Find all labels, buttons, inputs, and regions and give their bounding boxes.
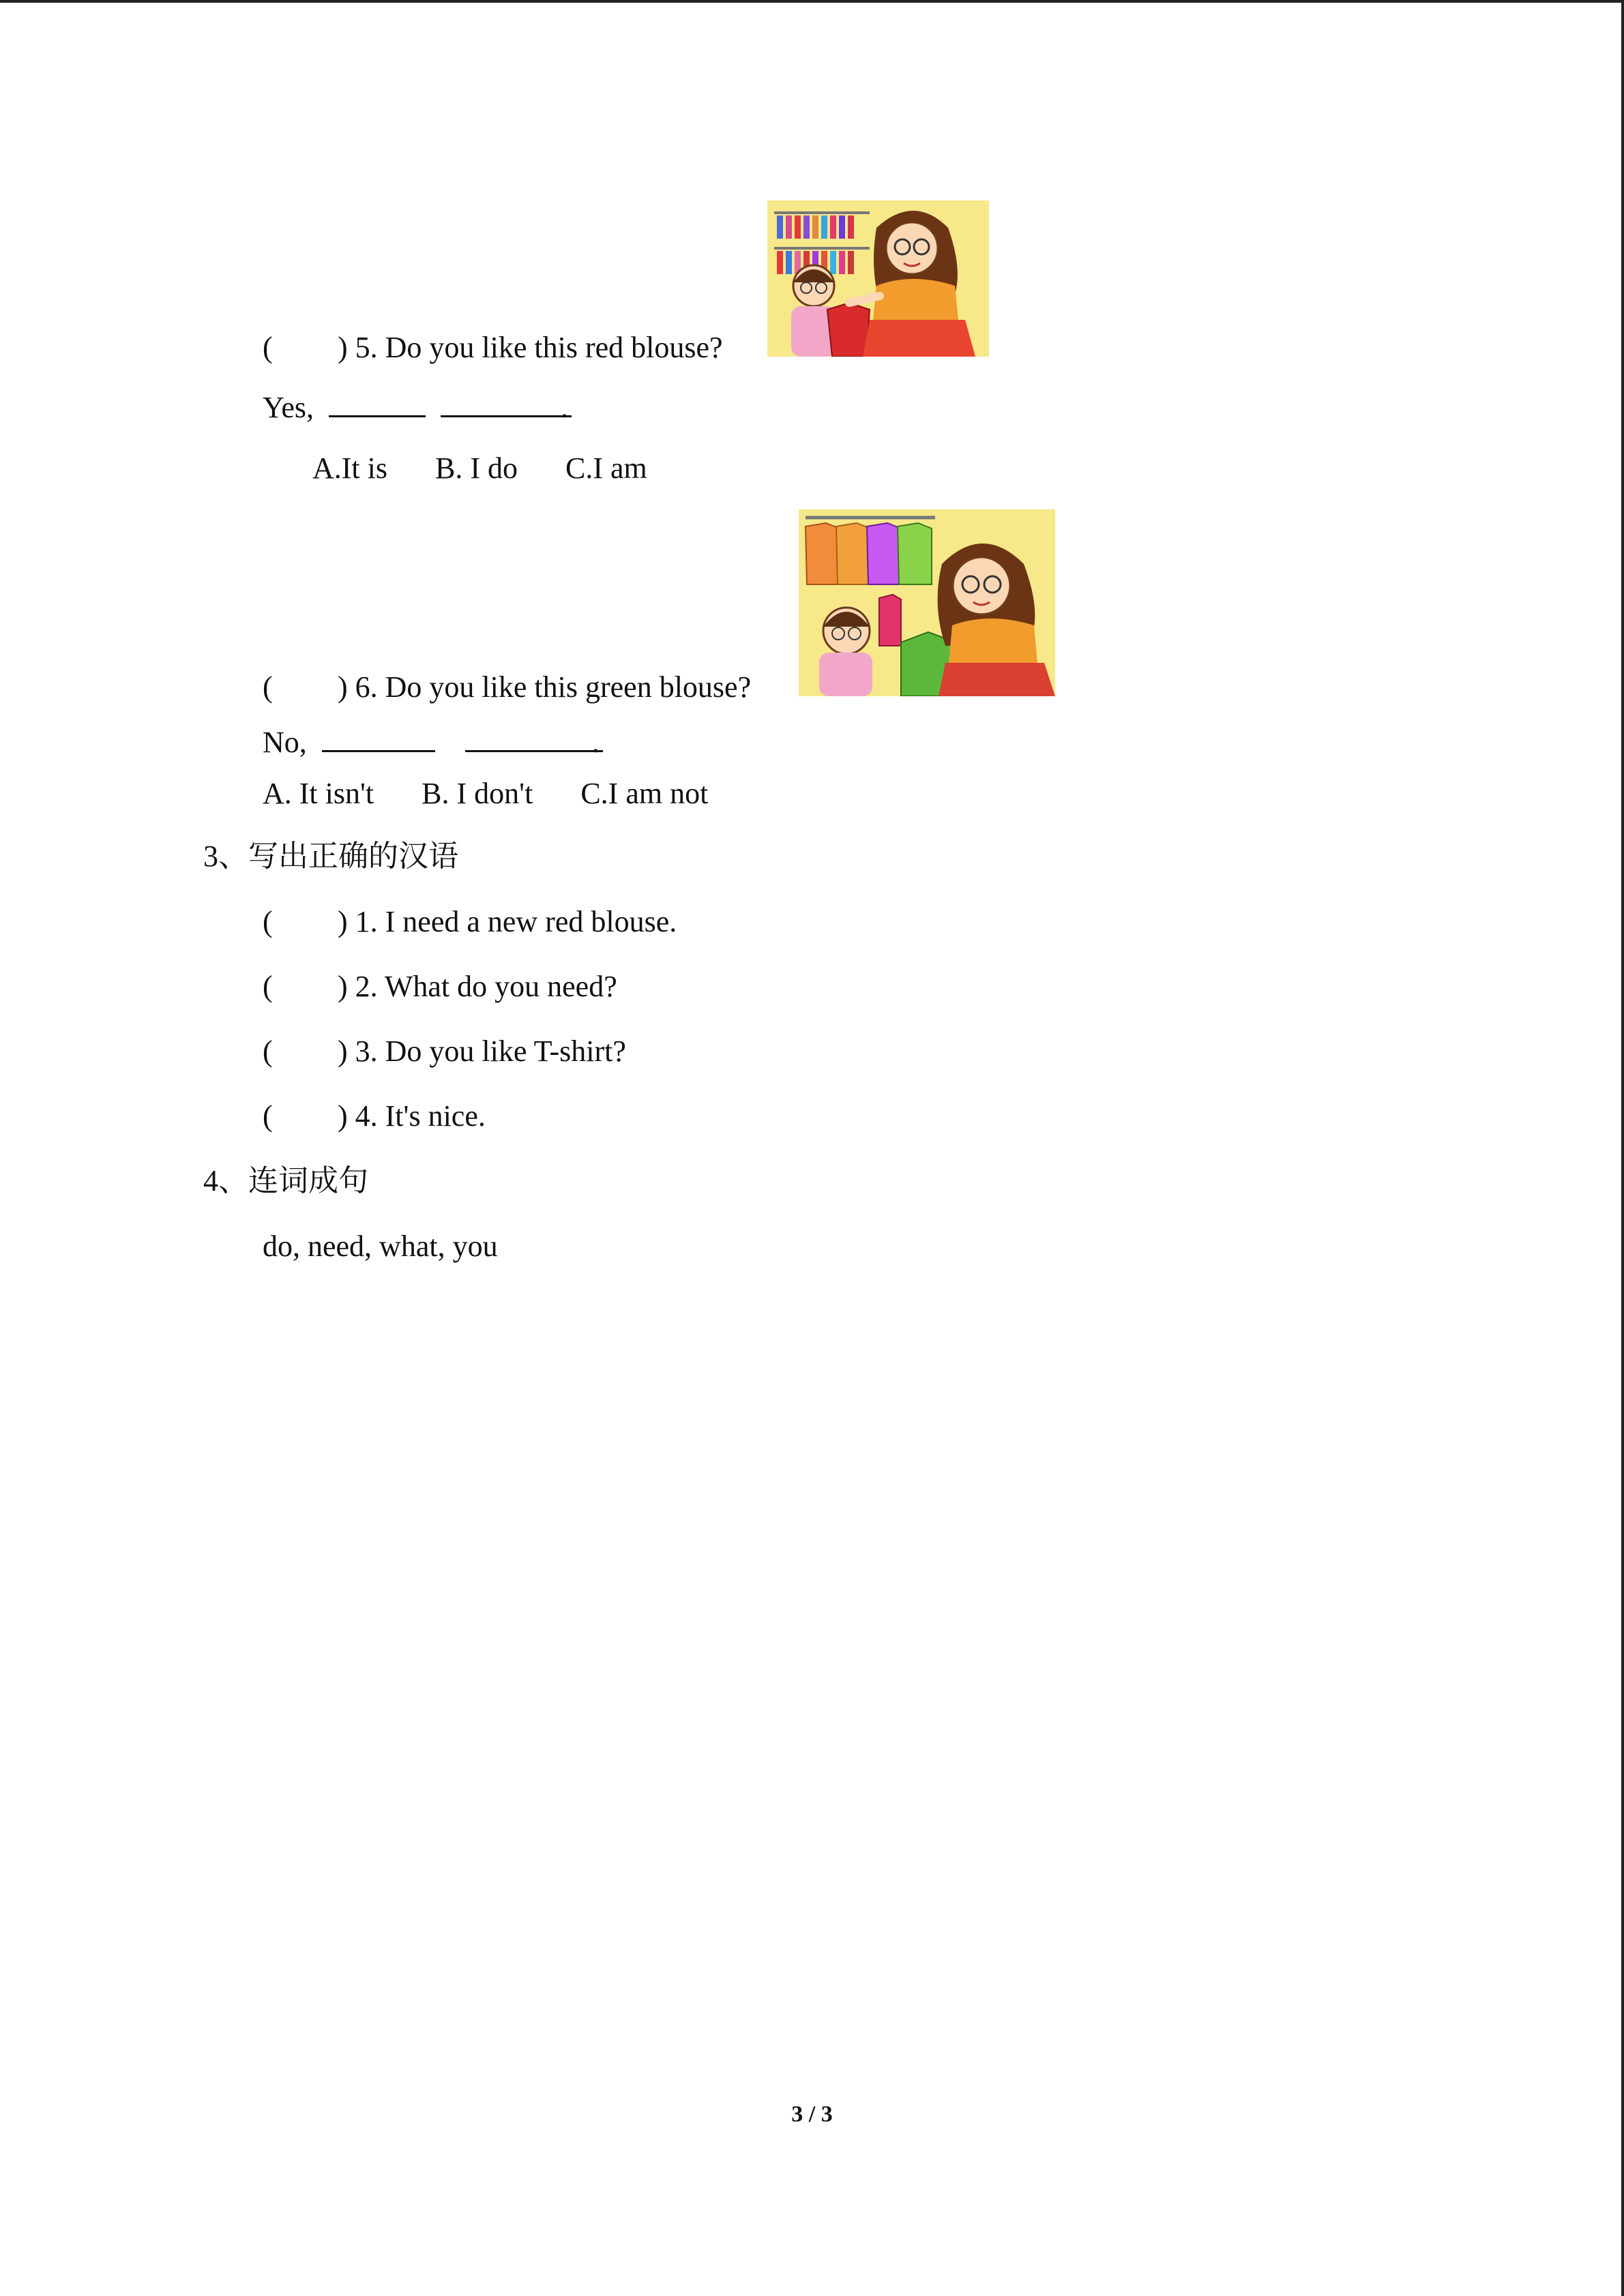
question-5-options [312,453,695,483]
option-b: B. I don't [422,777,533,810]
answer-blank-2[interactable] [441,389,572,417]
question-6-options [263,779,756,809]
option-c: C.I am [565,451,647,485]
section-3-title: 3、写出正确的汉语 [203,839,458,873]
question-6-text: 6. Do you like this green blouse? [355,670,752,704]
question-5-answer: Yes, . [263,389,568,423]
answer-paren[interactable]: ( [263,1034,273,1068]
answer-paren[interactable]: ( [263,905,273,938]
answer-blank-1[interactable] [329,389,426,417]
option-b: B. I do [435,451,518,485]
answer-paren[interactable]: ( [263,331,273,364]
question-5: ( ) 5. Do you like this red blouse? [263,331,723,364]
answer-paren[interactable]: ( [263,1099,273,1133]
list-item: ( ) 4. It's nice. [263,1099,486,1133]
scrambled-words: do, need, what, you [263,1229,498,1263]
option-c: C.I am not [580,777,709,810]
page-number: 3 / 3 [791,2102,833,2127]
list-item: ( ) 2. What do you need? [263,970,617,1003]
answer-prefix: No, [263,726,307,759]
question-6-answer: No, . [263,724,600,758]
answer-prefix: Yes, [263,391,314,424]
option-a: A.It is [312,451,387,485]
question-6-picture [799,509,1055,696]
list-item: ( ) 3. Do you like T-shirt? [263,1034,626,1068]
answer-paren[interactable]: ( [263,970,273,1003]
answer-blank-2[interactable] [465,724,603,752]
question-5-picture [767,200,989,357]
question-6: ( ) 6. Do you like this green blouse? [263,670,752,704]
option-a: A. It isn't [263,777,374,810]
answer-paren[interactable]: ( [263,670,273,704]
question-5-text: 5. Do you like this red blouse? [355,331,723,364]
list-item: ( ) 1. I need a new red blouse. [263,905,677,938]
section-4-title: 4、连词成句 [203,1164,368,1197]
answer-blank-1[interactable] [322,724,435,752]
